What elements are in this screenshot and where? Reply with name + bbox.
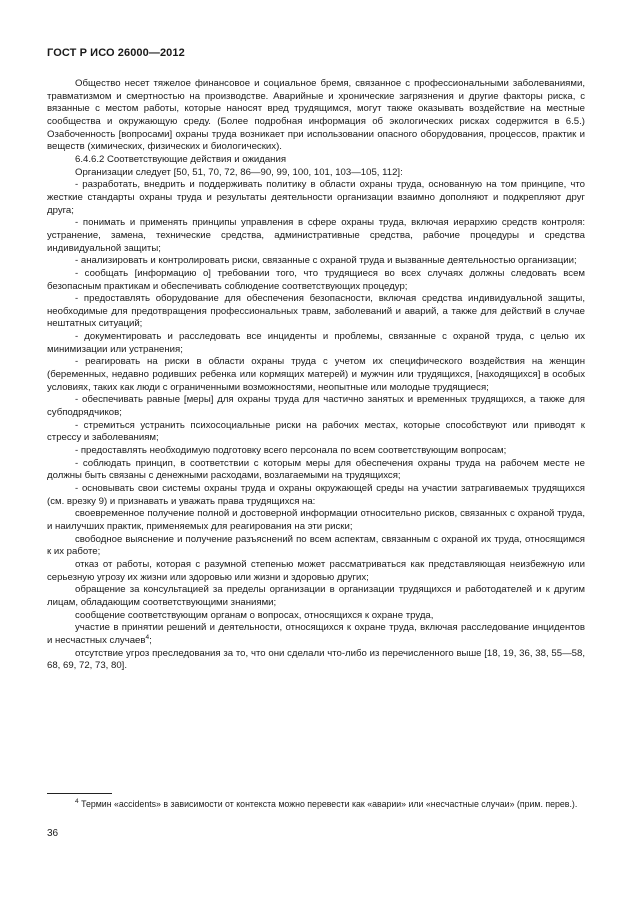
list-item: - предоставлять необходимую подготовку всего персонала по всем соответствующим вопросам; — [75, 445, 507, 457]
body-text — [47, 78, 585, 673]
rights-item: сообщение соответствующим органам о вопросах, относящихся к охране труда, — [75, 609, 434, 621]
list-item: - понимать и применять принципы управления в сфере охраны труда, включая иерархию средств контроля: устранение, замена, технические средства, административные средства, рабочие процедуры и средства индивидуальной защиты; — [47, 217, 585, 254]
rights-item: обращение за консультацией за пределы организации в организации трудящихся и работодателей и к другим лицам, обладающим соответствующими знаниями; — [47, 584, 585, 608]
rights-item-punct: ; — [149, 634, 152, 646]
list-item: - стремиться устранить психосоциальные риски на рабочих местах, которые способствуют или приводят к стрессу и заболеваниям; — [47, 419, 585, 444]
page-number: 36 — [47, 828, 59, 839]
section-heading: 6.4.6.2 Соответствующие действия и ожидания — [75, 153, 287, 165]
rights-item: отсутствие угроз преследования за то, что они сделали что-либо из перечисленного выше [18, 19, 36, 38, 55—58, 68, 69, 72, 73, 80]. — [47, 647, 585, 672]
footnote-reference: 4 — [145, 633, 150, 641]
paragraph: Организации следует [50, 51, 70, 72, 86—90, 99, 100, 101, 103—105, 112]: — [75, 166, 403, 178]
footnote-text: Термин «accidents» в зависимости от контекста можно перевести как «аварии» или «несчастные случаи» (прим. перев.). — [78, 799, 578, 809]
rights-item: отказ от работы, которая с разумной степенью может рассматриваться как представляющая неизбежную или серьезную угрозу их жизни или здоровью или жизни и здоровью других; — [47, 558, 585, 583]
rights-item: своевременное получение полной и достоверной информации относительно рисков, связанных с охраной труда, и наилучших практик, применяемых для реагирования на эти риски; — [47, 508, 585, 532]
footnote-divider — [47, 793, 112, 794]
list-item: - предоставлять оборудование для обеспечения безопасности, включая средства индивидуальной защиты, необходимые для предотвращения профессиональных травм, заболеваний и аварий, а также для действий в случае нештатных ситуаций; — [47, 293, 585, 330]
list-item: - разработать, внедрить и поддерживать политику в области охраны труда, основанную на том принципе, что жесткие стандарты охраны труда и результаты деятельности организации взаимно дополняют и подкрепляют друг друга; — [47, 179, 585, 216]
rights-item-text: участие в принятии решений и деятельности, относящихся к охране труда, включая расследование инцидентов и несчастных случаев — [47, 622, 585, 646]
list-item: - соблюдать принцип, в соответствии с которым меры для обеспечения охраны труда на рабочем месте не должны быть связаны с денежными расходами, возлагаемыми на трудящихся; — [47, 457, 585, 482]
list-item: - анализировать и контролировать риски, связанные с охраной труда и вызванные деятельностью организации; — [75, 255, 577, 267]
list-item: - основывать свои системы охраны труда и охраны окружающей среды на участии затрагиваемых трудящихся (см. врезку 9) и признавать и уважать права трудящихся на: — [47, 483, 585, 507]
list-item: - сообщать [информацию о] требовании того, что трудящиеся во всех случаях должны следовать всем безопасным практикам и обеспечивать соблюдение соответствующих процедур; — [47, 267, 585, 292]
page-header: ГОСТ Р ИСО 26000—2012 — [47, 47, 185, 59]
list-item: - реагировать на риски в области охраны труда с учетом их специфического воздействия на женщин (беременных, недавно родивших ребенка или кормящих матерей) и мужчин или трудящихся, [находящихся] в особых условиях, таких как люди с ограниченными возможностями, неопытные или молодые трудящиеся; — [47, 356, 585, 393]
list-item: - документировать и расследовать все инциденты и проблемы, связанные с охраной труда, с целью их минимизации или устранения; — [47, 331, 585, 355]
list-item: - обеспечивать равные [меры] для охраны труда для частично занятых и временных трудящихся, а также для субподрядчиков; — [47, 394, 585, 419]
rights-item: свободное выяснение и получение разъяснений по всем аспектам, связанным с охраной их труда, относящимся к их работе; — [47, 533, 585, 558]
footnote — [47, 798, 585, 811]
rights-item — [47, 622, 585, 647]
paragraph: Общество несет тяжелое финансовое и социальное бремя, связанное с профессиональными заболеваниями, травматизмом и смертностью на производстве. Аварийные и хронические загрязнения и другие факторы риска, с вязанные с местом работы, которые наносят вред трудящимся, могут также оказывать воздействие на местные сообщества и окружающую среду. (Более подробная информация об экологических рисках содержится в 6.5.) Озабоченность [вопросами] охраны труда возникает при использовании опасного оборудования, процессов, практик и веществ (химических, физических и биологических). — [47, 78, 585, 153]
footnote-marker: 4 — [75, 798, 79, 806]
